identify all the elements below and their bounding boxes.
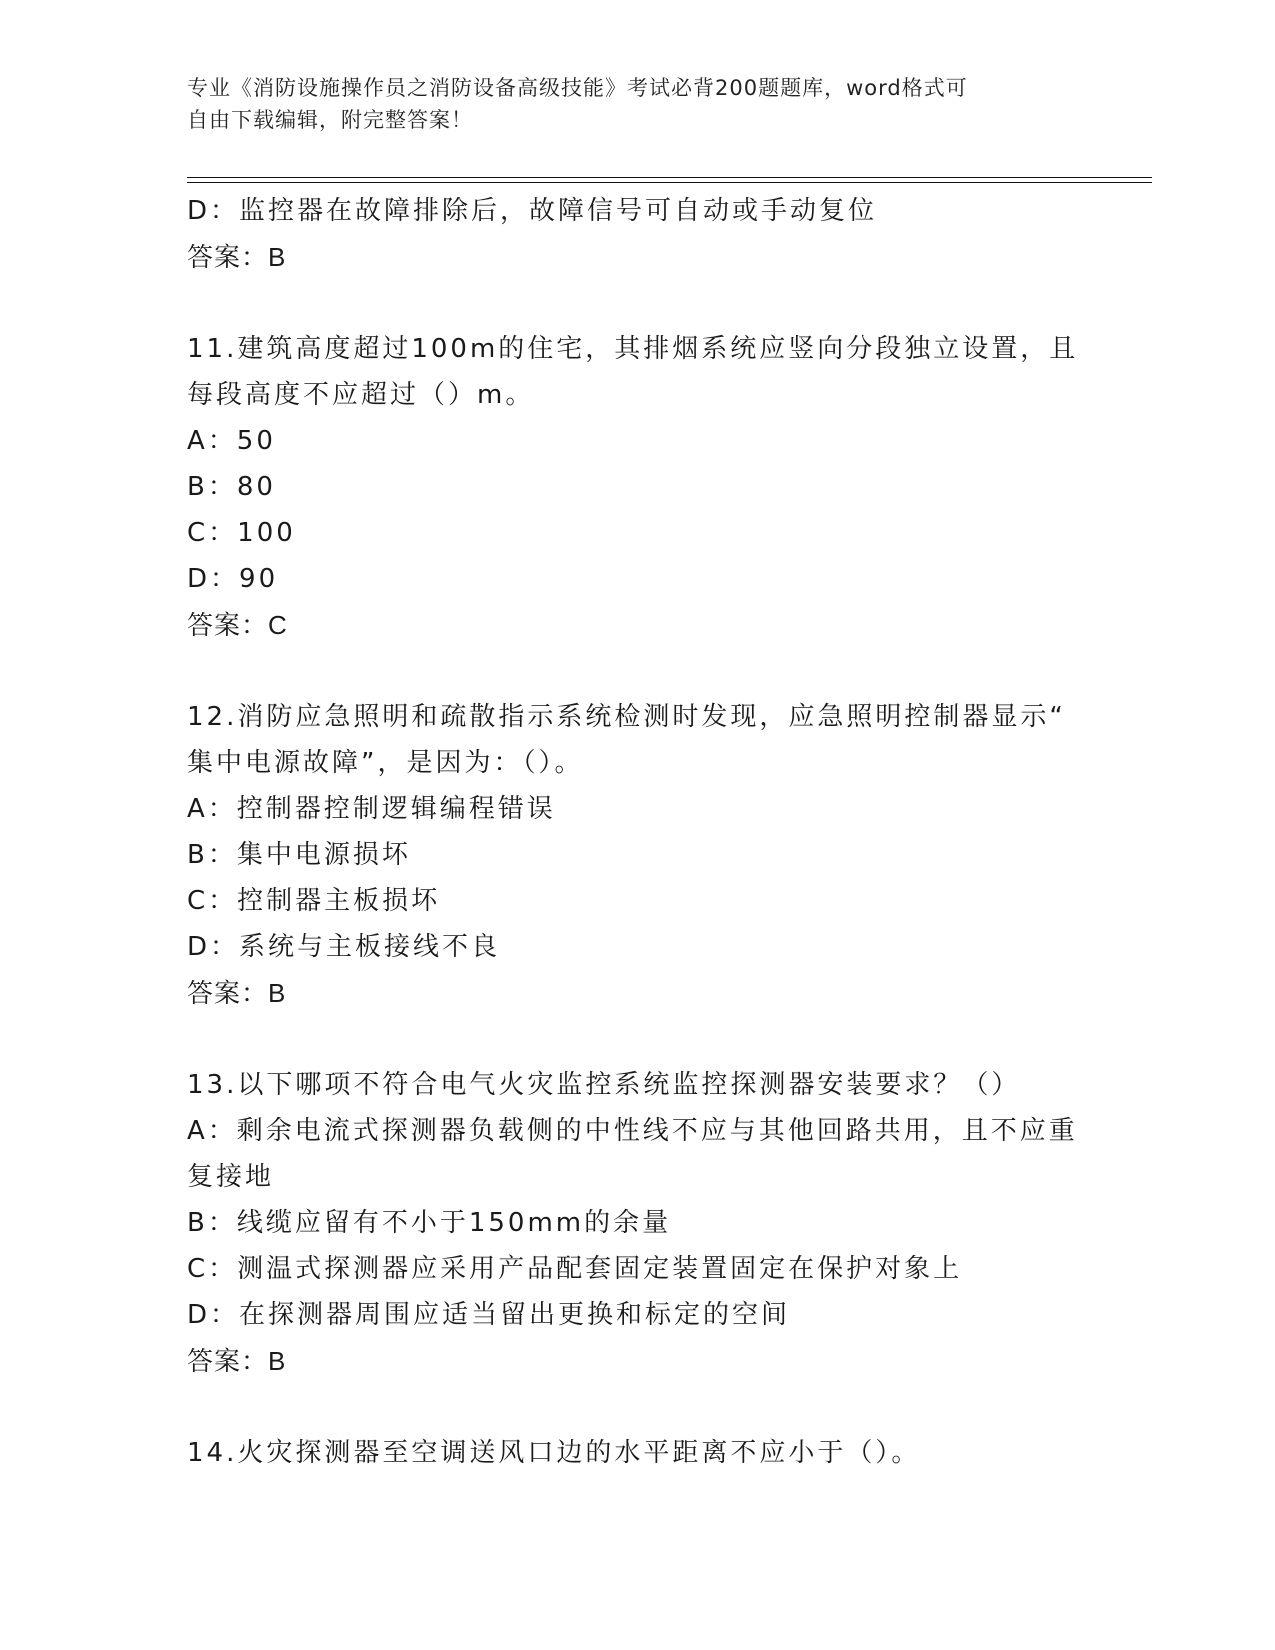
answer-line: 答案：B — [187, 242, 287, 272]
question-text-line: 12.消防应急照明和疏散指示系统检测时发现，应急照明控制器显示“ — [187, 702, 1066, 732]
question-14 — [187, 1430, 1087, 1476]
option-c: C：控制器主板损坏 — [187, 886, 441, 916]
option-d: D：90 — [187, 564, 279, 594]
question-text-line: 每段高度不应超过（）m。 — [187, 380, 535, 410]
option-a: A：控制器控制逻辑编程错误 — [187, 794, 556, 824]
question-12 — [187, 694, 1087, 1016]
answer-line: 答案：B — [187, 1346, 287, 1376]
option-d: D：系统与主板接线不良 — [187, 932, 501, 962]
option-b: B：集中电源损坏 — [187, 840, 411, 870]
option-c: C：100 — [187, 518, 296, 548]
question-text-line: 11.建筑高度超过100m的住宅，其排烟系统应竖向分段独立设置，且 — [187, 334, 1079, 364]
question-13 — [187, 1062, 1087, 1384]
header-rule-top — [187, 177, 1152, 178]
option-c: C：测温式探测器应采用产品配套固定装置固定在保护对象上 — [187, 1254, 963, 1284]
option-a: A：剩余电流式探测器负载侧的中性线不应与其他回路共用，且不应重 — [187, 1116, 1078, 1146]
spacer — [187, 1016, 1087, 1062]
option-a: A：50 — [187, 426, 276, 456]
question-text-line: 集中电源故障”，是因为：（）。 — [187, 748, 584, 778]
spacer — [187, 280, 1087, 326]
option-b: B：80 — [187, 472, 276, 502]
option-d: D：在探测器周围应适当留出更换和标定的空间 — [187, 1300, 791, 1330]
question-text-line: 13.以下哪项不符合电气火灾监控系统监控探测器安装要求？（） — [187, 1070, 1021, 1100]
answer-line: 答案：C — [187, 610, 288, 640]
previous-question-tail — [187, 188, 1087, 280]
spacer — [187, 1384, 1087, 1430]
question-list — [187, 188, 1087, 1476]
question-11 — [187, 326, 1087, 648]
spacer — [187, 648, 1087, 694]
option-b: B：线缆应留有不小于150mm的余量 — [187, 1208, 672, 1238]
header-line-2: 自由下载编辑，附完整答案！ — [187, 108, 473, 132]
option-d: D：监控器在故障排除后，故障信号可自动或手动复位 — [187, 196, 878, 226]
document-header — [187, 72, 1087, 136]
question-text-line: 14.火灾探测器至空调送风口边的水平距离不应小于（）。 — [187, 1438, 921, 1468]
answer-line: 答案：B — [187, 978, 287, 1008]
option-a-continuation: 复接地 — [187, 1162, 275, 1192]
header-line-1: 专业《消防设施操作员之消防设备高级技能》考试必背200题题库，word格式可 — [187, 76, 968, 100]
header-rule-bottom — [187, 182, 1152, 183]
